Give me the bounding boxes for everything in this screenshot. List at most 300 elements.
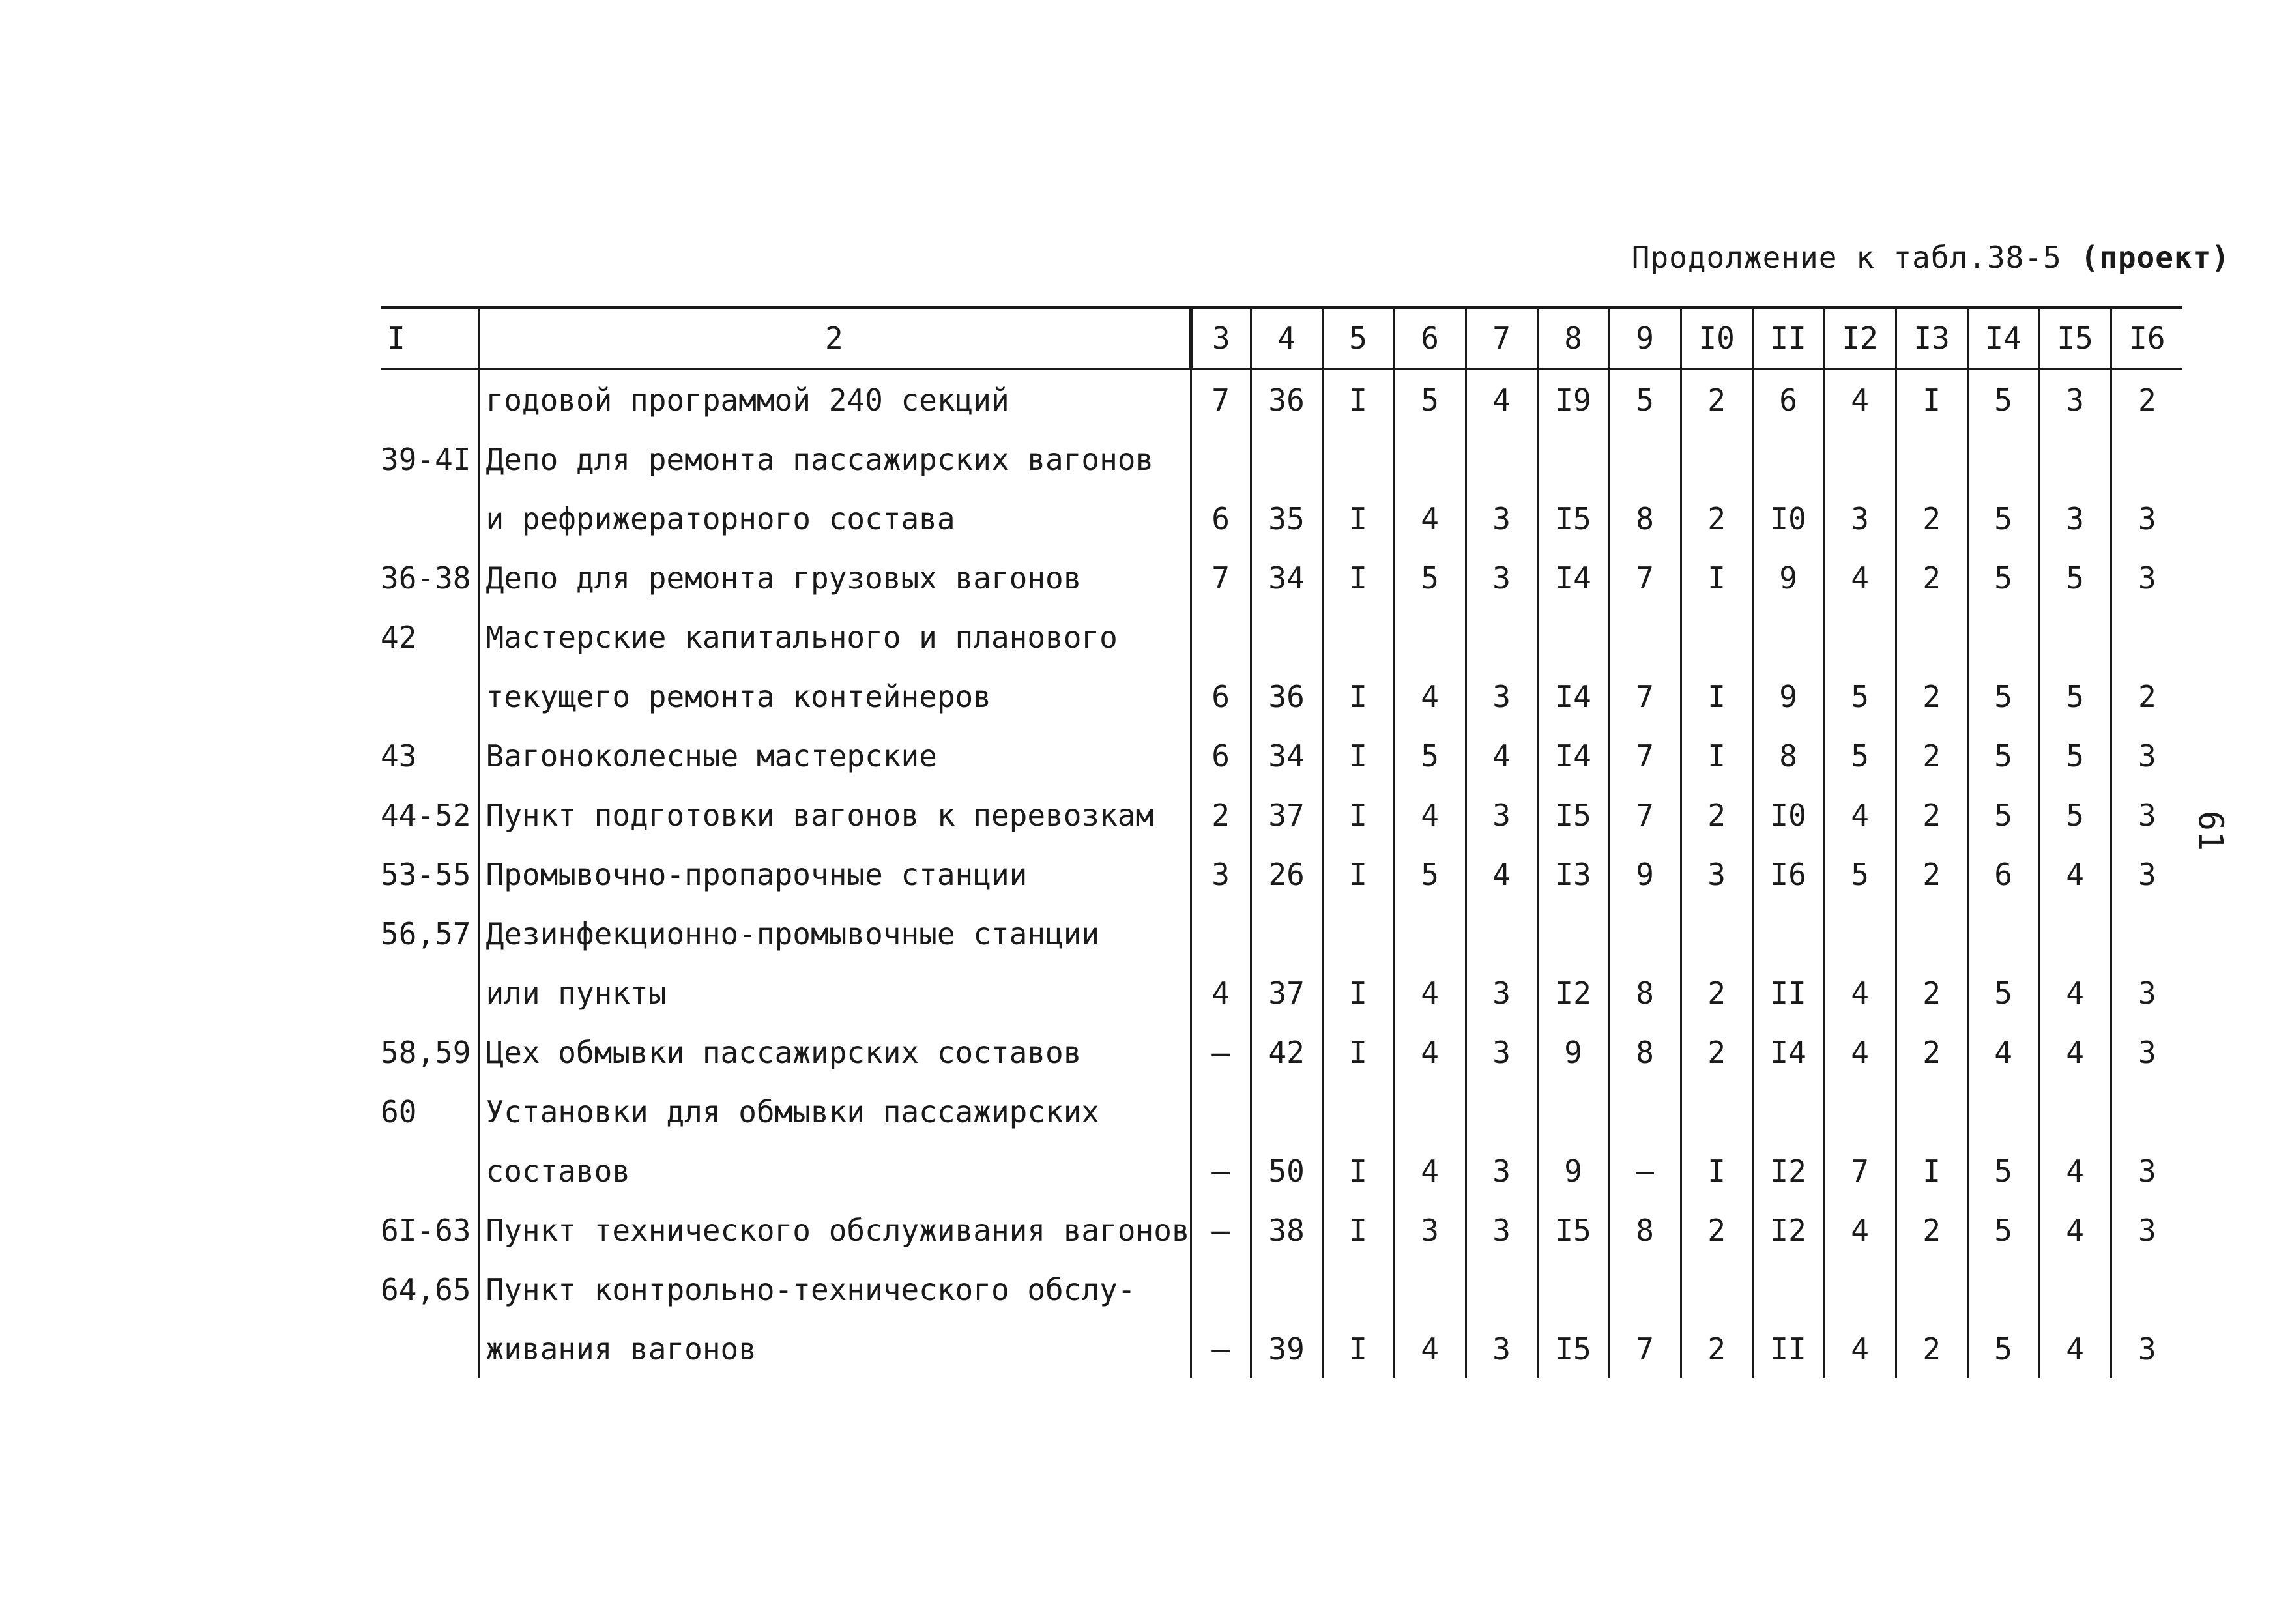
table-header-row <box>381 308 2182 369</box>
table-row <box>381 1200 2182 1260</box>
row-value: 5 <box>2039 667 2111 726</box>
row-value: I5 <box>1537 785 1609 845</box>
row-value: I <box>1322 1141 1394 1200</box>
column-header: 7 <box>1466 308 1537 369</box>
row-value: 38 <box>1251 1200 1322 1260</box>
table-caption <box>1632 240 2230 275</box>
row-value <box>1609 607 1681 667</box>
row-value: 8 <box>1609 489 1681 548</box>
row-value: 2 <box>1681 1200 1752 1260</box>
table-row <box>381 785 2182 845</box>
row-code: 53-55 <box>381 856 471 892</box>
row-value: 2 <box>1681 489 1752 548</box>
row-name: Пункт технического обслуживания вагонов <box>478 1200 1191 1260</box>
table-row <box>381 1141 2182 1200</box>
row-value: 7 <box>1609 1319 1681 1378</box>
row-value: I <box>1322 667 1394 726</box>
row-value: 2 <box>1896 548 1967 607</box>
row-value: 3 <box>2039 489 2111 548</box>
row-value: 4 <box>1394 1022 1466 1082</box>
row-value: 4 <box>2039 1022 2111 1082</box>
row-code: 6I-63 <box>381 1212 471 1248</box>
row-value <box>1752 904 1824 963</box>
row-value: 2 <box>1896 726 1967 785</box>
row-value: I <box>1681 548 1752 607</box>
row-value: 4 <box>1466 726 1537 785</box>
row-value <box>1681 429 1752 489</box>
row-value: 2 <box>1896 963 1967 1022</box>
row-value: I2 <box>1752 1200 1824 1260</box>
row-value: 5 <box>1824 845 1896 904</box>
column-header: 2 <box>478 308 1191 369</box>
row-value <box>1394 1260 1466 1319</box>
row-value: 5 <box>2039 726 2111 785</box>
column-header: 4 <box>1251 308 1322 369</box>
row-value <box>1609 429 1681 489</box>
row-value <box>1824 1260 1896 1319</box>
table-body <box>381 369 2182 1378</box>
row-value: 7 <box>1609 726 1681 785</box>
row-value: 4 <box>1824 1319 1896 1378</box>
row-value: 2 <box>1681 785 1752 845</box>
row-value: 3 <box>1466 548 1537 607</box>
row-value <box>1609 1082 1681 1141</box>
row-value: 6 <box>1191 667 1251 726</box>
table-row <box>381 1082 2182 1141</box>
row-value <box>1191 1082 1251 1141</box>
row-value: I <box>1322 785 1394 845</box>
caption-prefix: Продолжение к табл.38-5 <box>1631 240 2062 275</box>
row-name: и рефрижераторного состава <box>478 489 1191 548</box>
row-value <box>1191 607 1251 667</box>
row-value: 50 <box>1251 1141 1322 1200</box>
column-header: 5 <box>1322 308 1394 369</box>
row-value <box>1681 904 1752 963</box>
row-value: I3 <box>1537 845 1609 904</box>
row-value: I4 <box>1537 667 1609 726</box>
row-value: 3 <box>2111 548 2182 607</box>
row-value <box>1251 1082 1322 1141</box>
row-value: I0 <box>1752 489 1824 548</box>
row-name: Промывочно-пропарочные станции <box>478 845 1191 904</box>
row-value <box>1394 607 1466 667</box>
column-header: I0 <box>1681 308 1752 369</box>
table-row <box>381 845 2182 904</box>
row-value <box>2111 607 2182 667</box>
row-value: 8 <box>1752 726 1824 785</box>
row-value: 9 <box>1537 1141 1609 1200</box>
row-value: 4 <box>1394 785 1466 845</box>
row-value: 4 <box>2039 963 2111 1022</box>
row-value: I <box>1681 726 1752 785</box>
row-value <box>1466 429 1537 489</box>
row-value <box>1681 607 1752 667</box>
row-value <box>1967 1260 2039 1319</box>
column-header: II <box>1752 308 1824 369</box>
row-value <box>1967 1082 2039 1141</box>
row-code: 43 <box>381 738 417 774</box>
row-value: 5 <box>1967 667 2039 726</box>
row-value: 3 <box>1466 1319 1537 1378</box>
row-code <box>381 369 478 429</box>
row-name: Дезинфекционно-промывочные станции <box>478 904 1191 963</box>
row-value: 6 <box>1191 489 1251 548</box>
row-value: 3 <box>2111 1141 2182 1200</box>
table-row <box>381 904 2182 963</box>
row-value: 37 <box>1251 963 1322 1022</box>
row-value: 4 <box>2039 1319 2111 1378</box>
row-value <box>1609 1260 1681 1319</box>
row-value: 5 <box>2039 548 2111 607</box>
row-value: 3 <box>2111 845 2182 904</box>
row-value: – <box>1191 1200 1251 1260</box>
row-name: годовой программой 240 секций <box>478 369 1191 429</box>
row-code: 36-38 <box>381 560 471 596</box>
row-value: 4 <box>1394 667 1466 726</box>
row-value: 5 <box>1967 963 2039 1022</box>
column-header: 6 <box>1394 308 1466 369</box>
row-value <box>1251 607 1322 667</box>
data-table <box>381 306 2182 1378</box>
row-code <box>381 489 478 548</box>
row-value: 2 <box>2111 369 2182 429</box>
row-value <box>1251 429 1322 489</box>
row-value: 5 <box>1394 845 1466 904</box>
row-value: 5 <box>1967 548 2039 607</box>
row-value <box>2039 1260 2111 1319</box>
row-value: 35 <box>1251 489 1322 548</box>
row-value <box>1466 904 1537 963</box>
row-value: 6 <box>1191 726 1251 785</box>
row-code: 60 <box>381 1094 417 1129</box>
row-value <box>2039 1082 2111 1141</box>
row-value: 5 <box>1967 1141 2039 1200</box>
row-value: I5 <box>1537 1200 1609 1260</box>
row-value: 4 <box>1394 963 1466 1022</box>
row-value: I9 <box>1537 369 1609 429</box>
caption-suffix: (проект) <box>2080 240 2230 275</box>
row-value: 5 <box>1967 369 2039 429</box>
row-value: – <box>1609 1141 1681 1200</box>
row-value: 4 <box>1394 1141 1466 1200</box>
row-value <box>1191 429 1251 489</box>
column-header: 9 <box>1609 308 1681 369</box>
row-name: текущего ремонта контейнеров <box>478 667 1191 726</box>
table-row <box>381 548 2182 607</box>
row-name: Пункт контрольно-технического обслу- <box>478 1260 1191 1319</box>
row-code <box>381 1141 478 1200</box>
row-value: 5 <box>1967 726 2039 785</box>
row-name: живания вагонов <box>478 1319 1191 1378</box>
table-row <box>381 489 2182 548</box>
row-value: 4 <box>2039 845 2111 904</box>
row-code: 56,57 <box>381 916 471 951</box>
row-value <box>1824 429 1896 489</box>
row-code <box>381 667 478 726</box>
row-value <box>1609 904 1681 963</box>
row-value: 2 <box>1896 785 1967 845</box>
row-value: 36 <box>1251 667 1322 726</box>
row-value <box>1537 1260 1609 1319</box>
row-value <box>1824 1082 1896 1141</box>
row-value: I <box>1322 845 1394 904</box>
table-row <box>381 1260 2182 1319</box>
column-header: I2 <box>1824 308 1896 369</box>
row-name: или пункты <box>478 963 1191 1022</box>
row-name: составов <box>478 1141 1191 1200</box>
row-value: I <box>1322 963 1394 1022</box>
row-name: Депо для ремонта пассажирских вагонов <box>478 429 1191 489</box>
row-value: I2 <box>1752 1141 1824 1200</box>
row-value <box>1537 429 1609 489</box>
row-value: I <box>1322 1319 1394 1378</box>
row-value: I <box>1322 548 1394 607</box>
row-value <box>1466 607 1537 667</box>
column-header: I6 <box>2111 308 2182 369</box>
row-value: 5 <box>1394 548 1466 607</box>
row-value: 3 <box>1466 667 1537 726</box>
row-value <box>1896 1082 1967 1141</box>
row-value: I <box>1681 667 1752 726</box>
row-value <box>2111 1260 2182 1319</box>
row-value <box>2111 1082 2182 1141</box>
row-value: 4 <box>1824 963 1896 1022</box>
row-value: 3 <box>1681 845 1752 904</box>
row-code: 42 <box>381 619 417 655</box>
row-code: 64,65 <box>381 1271 471 1307</box>
row-value <box>2039 904 2111 963</box>
row-value: I4 <box>1752 1022 1824 1082</box>
row-value: 2 <box>1896 1022 1967 1082</box>
row-value <box>2111 429 2182 489</box>
table-row <box>381 607 2182 667</box>
row-value <box>2039 607 2111 667</box>
row-value <box>1322 429 1394 489</box>
row-value: 9 <box>1752 667 1824 726</box>
row-value <box>1322 1260 1394 1319</box>
row-code: 58,59 <box>381 1034 471 1070</box>
row-value <box>1466 1260 1537 1319</box>
row-value: 6 <box>1752 369 1824 429</box>
row-value: 5 <box>1609 369 1681 429</box>
row-value <box>1752 607 1824 667</box>
table-row <box>381 667 2182 726</box>
row-value <box>2111 904 2182 963</box>
column-header: I5 <box>2039 308 2111 369</box>
row-value: 4 <box>1394 489 1466 548</box>
row-value: 5 <box>1967 785 2039 845</box>
row-value <box>1322 904 1394 963</box>
row-name: Депо для ремонта грузовых вагонов <box>478 548 1191 607</box>
row-value: 8 <box>1609 963 1681 1022</box>
row-value: 42 <box>1251 1022 1322 1082</box>
row-value: 4 <box>1824 369 1896 429</box>
row-value: 4 <box>1824 1200 1896 1260</box>
row-value: 7 <box>1191 548 1251 607</box>
row-value: – <box>1191 1319 1251 1378</box>
row-value: I6 <box>1752 845 1824 904</box>
row-value <box>1896 1260 1967 1319</box>
row-value <box>1322 1082 1394 1141</box>
row-value: 34 <box>1251 548 1322 607</box>
row-value: 2 <box>1896 1319 1967 1378</box>
row-value: I5 <box>1537 1319 1609 1378</box>
row-value: 5 <box>1967 1319 2039 1378</box>
row-value <box>1537 607 1609 667</box>
row-value: I <box>1896 1141 1967 1200</box>
row-value: 4 <box>1824 548 1896 607</box>
row-value: I <box>1322 369 1394 429</box>
row-value: I0 <box>1752 785 1824 845</box>
row-value: 2 <box>2111 667 2182 726</box>
row-value: I <box>1322 1022 1394 1082</box>
row-value: 4 <box>1824 1022 1896 1082</box>
row-value: 3 <box>2111 726 2182 785</box>
row-value: 3 <box>2111 963 2182 1022</box>
row-name: Цех обмывки пассажирских составов <box>478 1022 1191 1082</box>
row-value: 3 <box>2039 369 2111 429</box>
column-header: 8 <box>1537 308 1609 369</box>
row-value: 2 <box>1681 963 1752 1022</box>
row-value: 7 <box>1191 369 1251 429</box>
row-value: I <box>1896 369 1967 429</box>
row-value <box>1967 429 2039 489</box>
table-row <box>381 963 2182 1022</box>
row-value <box>1466 1082 1537 1141</box>
row-value <box>1322 607 1394 667</box>
row-value: 3 <box>2111 489 2182 548</box>
row-value: 7 <box>1609 785 1681 845</box>
column-header: I4 <box>1967 308 2039 369</box>
row-value: 3 <box>1466 1200 1537 1260</box>
row-value <box>2039 429 2111 489</box>
row-value <box>1681 1260 1752 1319</box>
table-row <box>381 1022 2182 1082</box>
row-value: 9 <box>1537 1022 1609 1082</box>
row-value <box>1896 607 1967 667</box>
row-value: 4 <box>2039 1200 2111 1260</box>
row-value: 2 <box>1681 369 1752 429</box>
row-value <box>1752 1082 1824 1141</box>
row-value: 3 <box>1191 845 1251 904</box>
row-value <box>1394 429 1466 489</box>
row-value <box>1394 1082 1466 1141</box>
row-value: 2 <box>1896 1200 1967 1260</box>
row-value: II <box>1752 963 1824 1022</box>
row-value: 3 <box>1466 489 1537 548</box>
row-value <box>1967 607 2039 667</box>
row-value: 5 <box>1967 489 2039 548</box>
table-row <box>381 726 2182 785</box>
row-value: – <box>1191 1022 1251 1082</box>
row-value: 4 <box>1824 785 1896 845</box>
row-name: Мастерские капитального и планового <box>478 607 1191 667</box>
column-header: I3 <box>1896 308 1967 369</box>
row-value: 7 <box>1824 1141 1896 1200</box>
row-name: Установки для обмывки пассажирских <box>478 1082 1191 1141</box>
row-value: 7 <box>1609 548 1681 607</box>
row-value: 2 <box>1681 1022 1752 1082</box>
row-value: I <box>1322 1200 1394 1260</box>
row-value: 3 <box>2111 785 2182 845</box>
row-value: 5 <box>1824 726 1896 785</box>
row-value: 5 <box>2039 785 2111 845</box>
row-value: 3 <box>1466 1022 1537 1082</box>
row-value <box>1896 429 1967 489</box>
row-value: 4 <box>2039 1141 2111 1200</box>
row-value: I <box>1322 726 1394 785</box>
row-name: Вагоноколесные мастерские <box>478 726 1191 785</box>
column-header: I <box>381 308 478 369</box>
table-row <box>381 429 2182 489</box>
row-value: 4 <box>1466 845 1537 904</box>
row-value: II <box>1752 1319 1824 1378</box>
row-code: 39-4I <box>381 441 471 477</box>
row-value: 3 <box>2111 1200 2182 1260</box>
row-value: I4 <box>1537 726 1609 785</box>
row-value: 5 <box>1394 369 1466 429</box>
row-value: – <box>1191 1141 1251 1200</box>
row-value: 8 <box>1609 1022 1681 1082</box>
row-value: 2 <box>1681 1319 1752 1378</box>
row-value: 4 <box>1394 1319 1466 1378</box>
row-value: I <box>1322 489 1394 548</box>
row-value: 5 <box>1967 1200 2039 1260</box>
row-value: 3 <box>2111 1319 2182 1378</box>
row-value <box>1251 1260 1322 1319</box>
row-value <box>1752 1260 1824 1319</box>
row-value: 36 <box>1251 369 1322 429</box>
row-value: 4 <box>1466 369 1537 429</box>
row-value: 6 <box>1967 845 2039 904</box>
row-value <box>1681 1082 1752 1141</box>
column-header: 3 <box>1191 308 1251 369</box>
row-value: 34 <box>1251 726 1322 785</box>
row-value: 3 <box>1824 489 1896 548</box>
row-value <box>1191 904 1251 963</box>
row-value: 7 <box>1609 667 1681 726</box>
row-value: I <box>1681 1141 1752 1200</box>
row-value: 5 <box>1824 667 1896 726</box>
row-value: 2 <box>1191 785 1251 845</box>
row-value <box>1537 1082 1609 1141</box>
row-value <box>1752 429 1824 489</box>
row-value: 2 <box>1896 667 1967 726</box>
row-value <box>1896 904 1967 963</box>
page-number: 61 <box>2190 810 2230 852</box>
row-value: 9 <box>1609 845 1681 904</box>
row-value: 3 <box>1466 785 1537 845</box>
row-value: I5 <box>1537 489 1609 548</box>
row-code <box>381 1319 478 1378</box>
row-value <box>1967 904 2039 963</box>
row-value: 2 <box>1896 489 1967 548</box>
row-code: 44-52 <box>381 797 471 833</box>
row-value <box>1191 1260 1251 1319</box>
row-value: I2 <box>1537 963 1609 1022</box>
row-value <box>1394 904 1466 963</box>
row-value: 26 <box>1251 845 1322 904</box>
row-value: 2 <box>1896 845 1967 904</box>
row-value: 3 <box>1466 963 1537 1022</box>
row-value: 9 <box>1752 548 1824 607</box>
row-value: 3 <box>1466 1141 1537 1200</box>
row-value <box>1537 904 1609 963</box>
row-value <box>1251 904 1322 963</box>
row-value <box>1824 607 1896 667</box>
table-row <box>381 369 2182 429</box>
row-value: 39 <box>1251 1319 1322 1378</box>
